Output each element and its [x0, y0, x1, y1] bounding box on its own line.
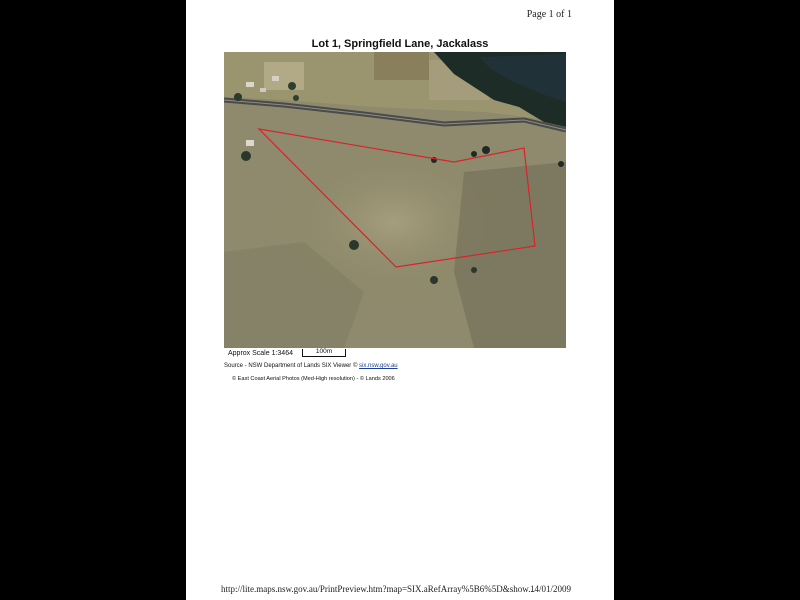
source-link[interactable]: six.nsw.gov.au: [359, 363, 398, 369]
paddock-1: [374, 52, 429, 80]
building-1: [246, 82, 254, 87]
tree: [471, 151, 477, 157]
tree: [349, 240, 359, 250]
photo-credit: © East Coast Aerial Photos (Med-High resolution) - © Lands 2006: [232, 376, 395, 382]
building-2: [260, 88, 266, 92]
print-page: [186, 0, 614, 600]
tree: [482, 146, 490, 154]
tree: [241, 151, 251, 161]
map-title: Lot 1, Springfield Lane, Jackalass: [311, 38, 489, 50]
footer-url: http://lite.maps.nsw.gov.au/PrintPreview.htm?map=SIX.aRefArray%5B6%5D&show...: [221, 584, 535, 594]
scale-bar: [302, 349, 346, 357]
tree: [234, 93, 242, 101]
paddock-3: [264, 62, 304, 90]
page-number: Page 1 of 1: [526, 9, 572, 20]
tree: [288, 82, 296, 90]
tree: [471, 267, 477, 273]
building-3: [272, 76, 279, 81]
tree: [293, 95, 299, 101]
scale-bar-label: 100m: [315, 348, 333, 355]
aerial-map[interactable]: [224, 52, 566, 348]
gully-dark: [454, 162, 566, 348]
scale-label: Approx Scale 1:3464: [228, 350, 293, 357]
tree: [430, 276, 438, 284]
source-text: Source - NSW Department of Lands SIX Viewer ©: [224, 363, 358, 369]
building-4: [246, 140, 254, 146]
source-line: [224, 363, 398, 369]
tree: [558, 161, 564, 167]
footer-date: 14/01/2009: [530, 584, 572, 594]
